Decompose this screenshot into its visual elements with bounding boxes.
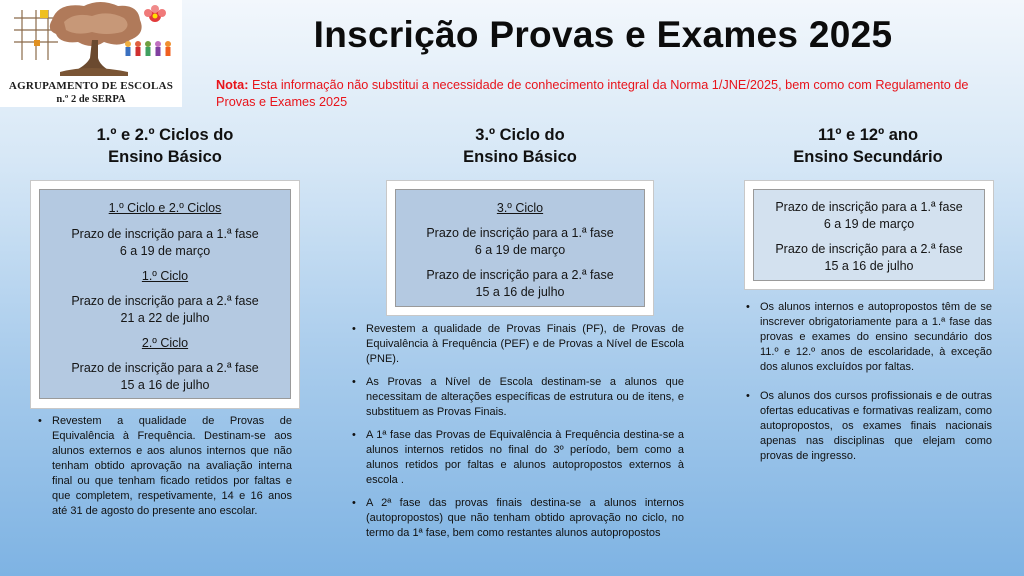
school-name-line1: AGRUPAMENTO DE ESCOLAS	[8, 80, 174, 92]
list-item: • Revestem a qualidade de Provas Finais (PF), de Provas de Equivalência à Frequência (PEF) e de Provas a Nível de Escola (PNE).	[350, 322, 684, 367]
deadline-label: Prazo de inscrição para a 2.ª fase	[426, 268, 614, 282]
list-item: • A 1ª fase das Provas de Equivalência à Frequência destina-se a alunos internos retidos no final do 3º período, bem como a alunos retidos por faltas e alunos autopropostos externos à escola .	[350, 428, 684, 488]
cycle-label: 2.º Ciclo	[141, 336, 189, 350]
deadline-box-inner	[39, 189, 291, 399]
list-item: • As Provas a Nível de Escola destinam-se a alunos que necessitam de alterações específicas de estrutura ou de itens, e substituem as Provas Finais.	[350, 375, 684, 420]
column-heading-secondary	[752, 124, 984, 168]
deadline-date: 15 a 16 de julho	[120, 378, 210, 392]
deadline-label: Prazo de inscrição para a 2.ª fase	[71, 294, 259, 308]
column-heading-line1: 11º e 12º ano	[817, 126, 919, 144]
deadline-date: 6 a 19 de março	[119, 244, 211, 258]
column-heading-line2: Ensino Básico	[108, 148, 222, 166]
deadline-box-inner	[395, 189, 645, 307]
column-heading-line1: 1.º e 2.º Ciclos do	[96, 126, 234, 144]
column-heading-basic-1-2	[50, 124, 280, 168]
column-heading-line1: 3.º Ciclo do	[475, 126, 565, 144]
deadline-label: Prazo de inscrição para a 1.ª fase	[426, 226, 614, 240]
school-name-line2: n.º 2 de SERPA	[56, 94, 126, 105]
tree-logo-icon	[0, 0, 182, 80]
list-item: • Os alunos dos cursos profissionais e de outras ofertas educativas e formativas realizam, como autopropostos, os exames finais nacionais apenas nas disciplinas que elejam como provas de ingresso.	[744, 389, 992, 464]
disclaimer-note	[216, 77, 1006, 111]
deadline-box-basic-1-2	[30, 180, 300, 409]
deadline-date: 21 a 22 de julho	[120, 311, 210, 325]
deadline-label: Prazo de inscrição para a 2.ª fase	[775, 242, 963, 256]
cycle-label: 1.º Ciclo e 2.º Ciclos	[108, 201, 222, 215]
info-list-secondary	[744, 300, 992, 472]
deadline-label: Prazo de inscrição para a 2.ª fase	[71, 361, 259, 375]
page-title: Inscrição Provas e Exames 2025	[313, 14, 893, 55]
list-item: • Revestem a qualidade de Provas de Equivalência à Frequência. Destinam-se aos alunos externos e aos alunos internos que não tenham obtido aprovação na avaliação interna final ou que tenham ficado retidos por faltas e que completem, respetivamente, 14 e 16 anos até 31 de agosto do presente ano escolar.	[36, 414, 292, 519]
deadline-date: 6 a 19 de março	[474, 243, 566, 257]
list-item: • A 2ª fase das provas finais destina-se a alunos internos (autopropostos) que não tenham obtido aprovação no ciclo, no termo da 1ª fase, bem como restantes alunos autopropostos	[350, 496, 684, 541]
deadline-box-basic-3	[386, 180, 654, 316]
cycle-label: 1.º Ciclo	[141, 269, 189, 283]
deadline-label: Prazo de inscrição para a 1.ª fase	[775, 200, 963, 214]
deadline-box-secondary	[744, 180, 994, 290]
deadline-box-inner	[753, 189, 985, 281]
deadline-date: 15 a 16 de julho	[475, 285, 565, 299]
info-list-basic-1-2	[36, 414, 292, 527]
cycle-label: 3.º Ciclo	[496, 201, 544, 215]
column-heading-line2: Ensino Secundário	[793, 148, 943, 166]
note-label: Nota:	[216, 78, 249, 92]
deadline-date: 15 a 16 de julho	[824, 259, 914, 273]
column-heading-basic-3	[405, 124, 635, 168]
school-logo	[0, 0, 182, 107]
info-list-basic-3	[350, 322, 684, 549]
deadline-date: 6 a 19 de março	[823, 217, 915, 231]
deadline-label: Prazo de inscrição para a 1.ª fase	[71, 227, 259, 241]
column-heading-line2: Ensino Básico	[463, 148, 577, 166]
note-text: Esta informação não substitui a necessidade de conhecimento integral da Norma 1/JNE/2025, bem como com Regulamento de Provas e Exames 2025	[216, 78, 969, 109]
list-item: • Os alunos internos e autopropostos têm de se inscrever obrigatoriamente para a 1.ª fase das provas e exames do ensino secundário dos 11.º e 12.º anos de escolaridade, à exceção dos alunos excluídos por faltas.	[744, 300, 992, 375]
